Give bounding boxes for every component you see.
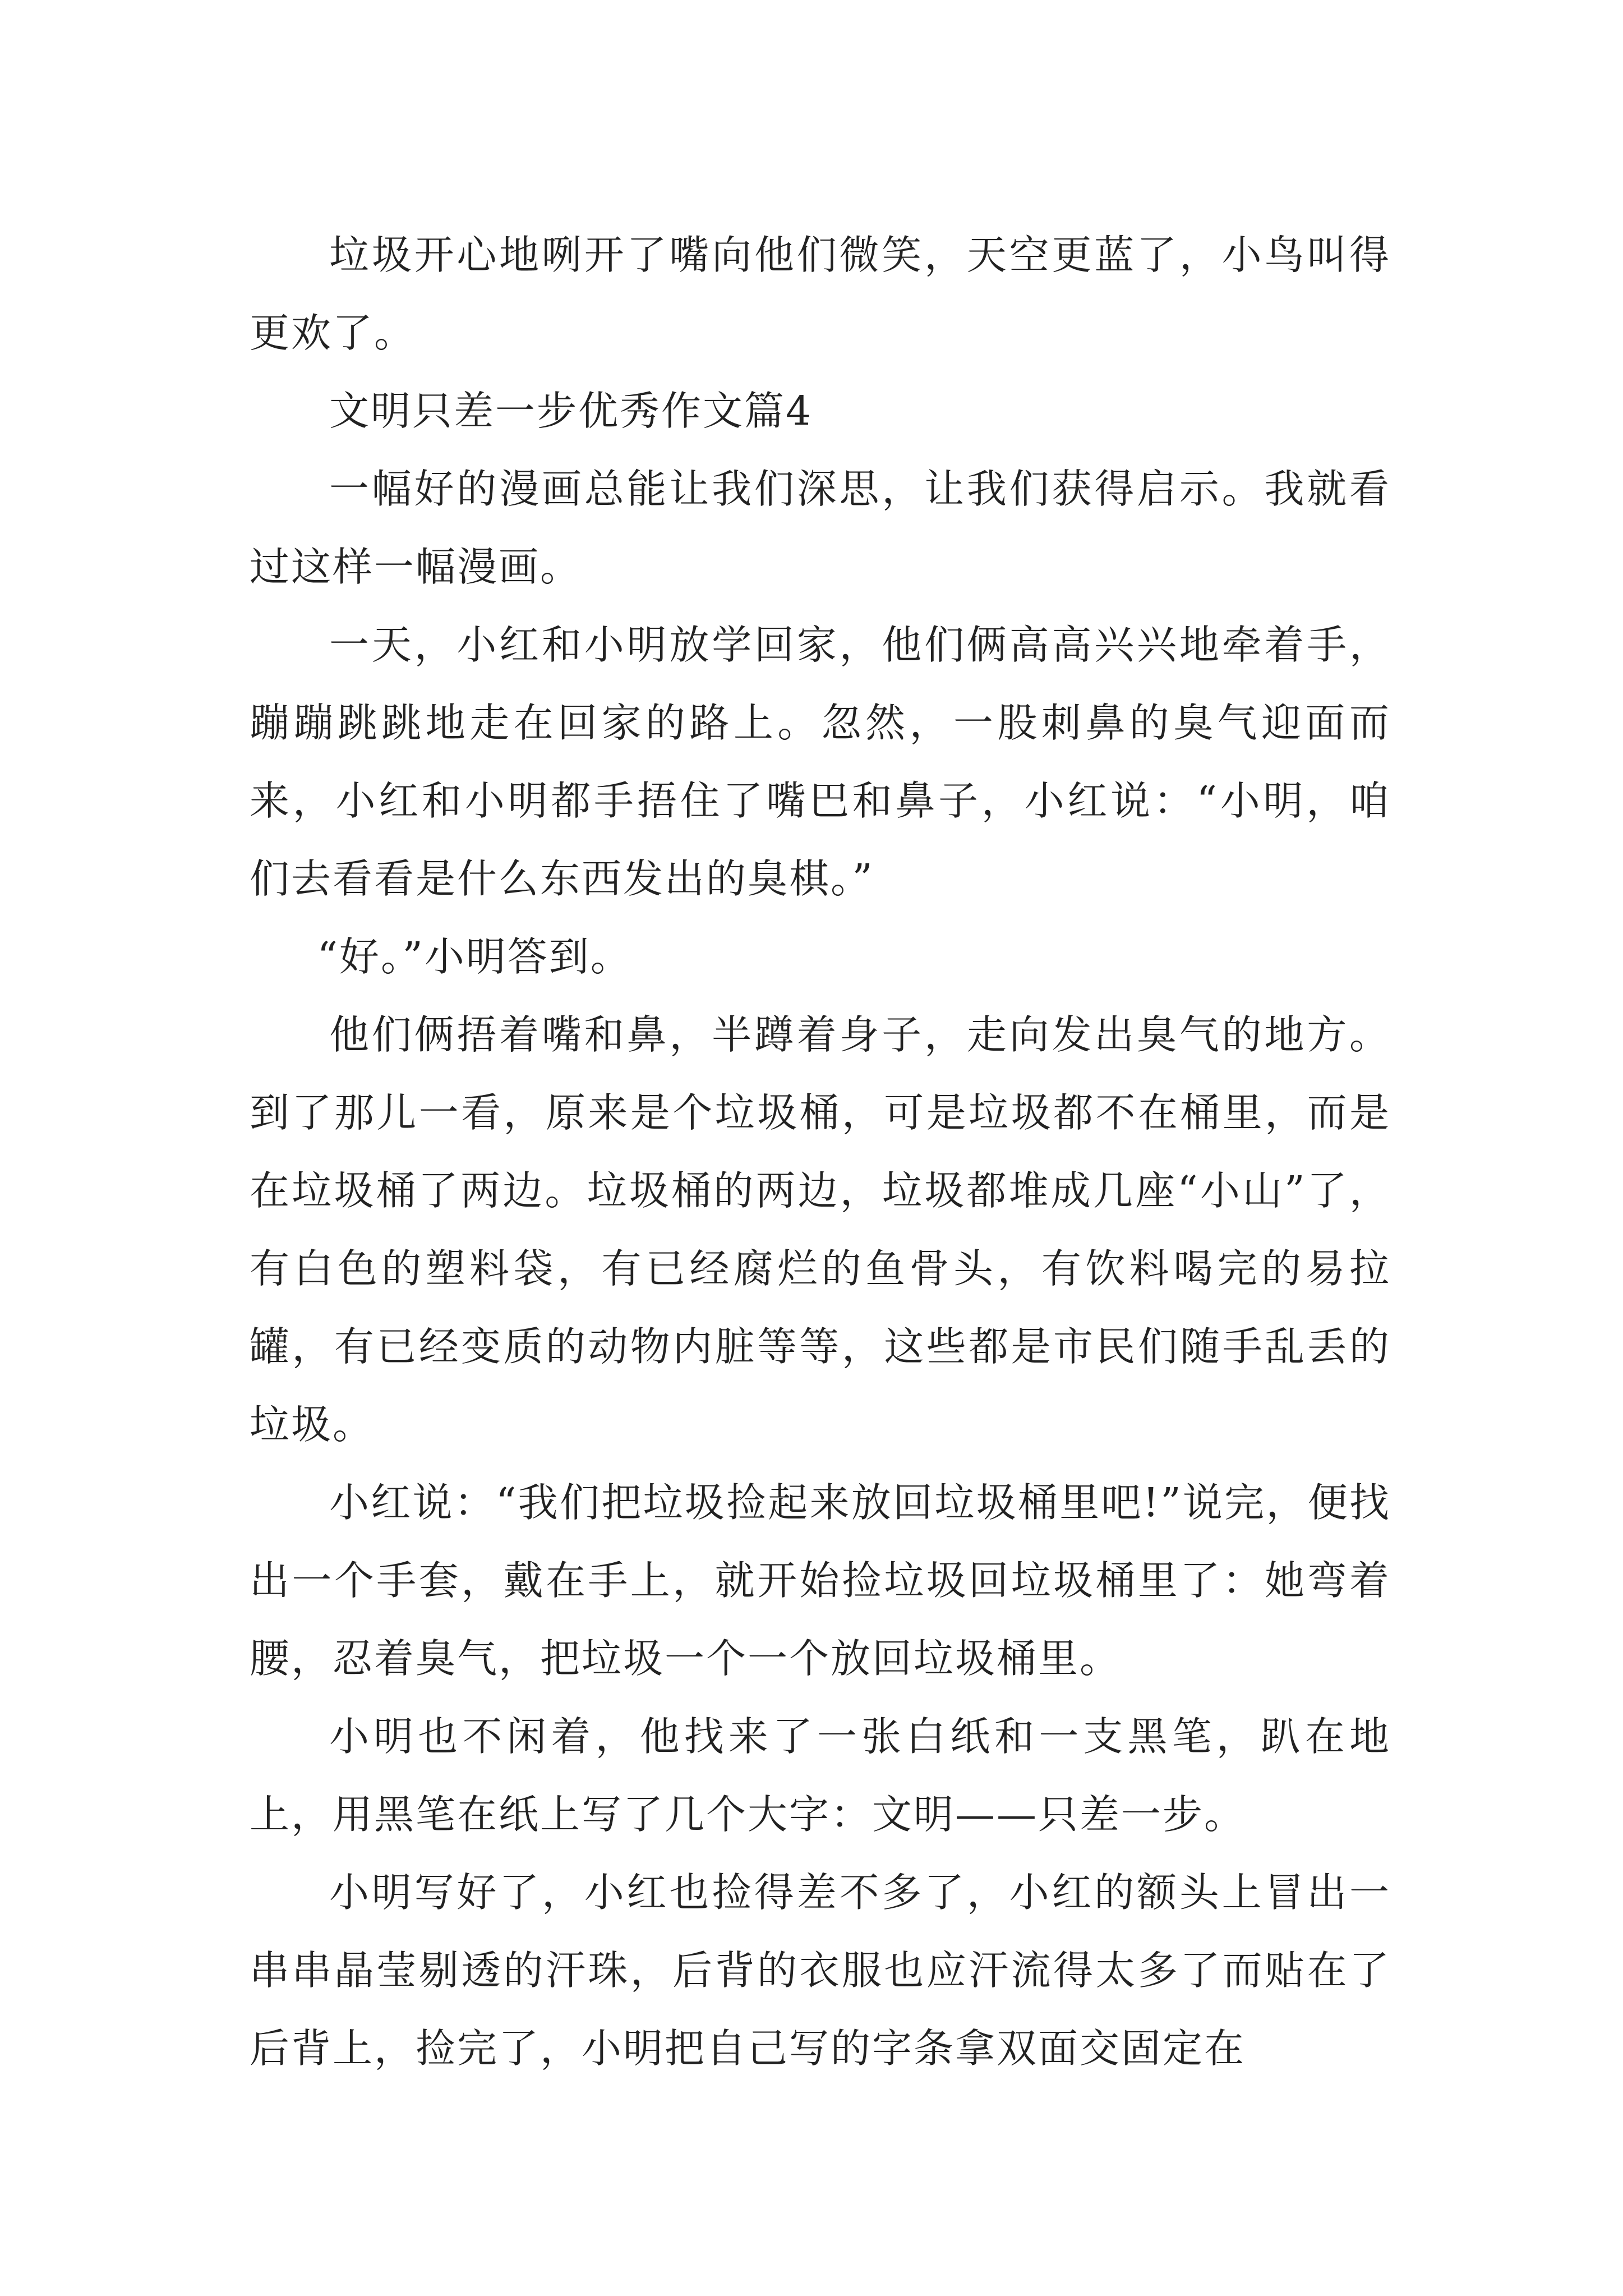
paragraph-3: 一天，小红和小明放学回家，他们俩高高兴兴地牵着手，蹦蹦跳跳地走在回家的路上。忽然，一股刺鼻的臭气迎面而来，小红和小明都手捂住了嘴巴和鼻子，小红说：“小明，咱们去看看是什么东西发出的臭棋。” (250, 622, 1391, 902)
document-body (250, 216, 1391, 2087)
paragraph-5: 他们俩捂着嘴和鼻，半蹲着身子，走向发出臭气的地方。到了那儿一看，原来是个垃圾桶，可是垃圾都不在桶里，而是在垃圾桶了两边。垃圾桶的两边，垃圾都堆成几座“小山”了，有白色的塑料袋，有已经腐烂的鱼骨头，有饮料喝完的易拉罐，有已经变质的动物内脏等等，这些都是市民们随手乱丢的垃圾。 (250, 1011, 1391, 1448)
paragraph-2: 一幅好的漫画总能让我们深思，让我们获得启示。我就看过这样一幅漫画。 (250, 466, 1391, 590)
paragraph-1: 垃圾开心地咧开了嘴向他们微笑，天空更蓝了，小鸟叫得更欢了。 (250, 232, 1391, 356)
section-heading: 文明只差一步优秀作文篇4 (329, 388, 813, 434)
paragraph-4: “好。”小明答到。 (317, 933, 632, 980)
paragraph-6: 小红说：“我们把垃圾捡起来放回垃圾桶里吧!”说完，便找出一个手套，戴在手上，就开始捡垃圾回垃圾桶里了：她弯着腰，忍着臭气，把垃圾一个一个放回垃圾桶里。 (250, 1479, 1391, 1682)
paragraph-8: 小明写好了，小红也捡得差不多了，小红的额头上冒出一串串晶莹剔透的汗珠，后背的衣服也应汗流得太多了而贴在了后背上，捡完了，小明把自己写的字条拿双面交固定在 (250, 1869, 1391, 2072)
paragraph-7: 小明也不闲着，他找来了一张白纸和一支黑笔，趴在地上，用黑笔在纸上写了几个大字：文明——只差一步。 (250, 1713, 1391, 1838)
